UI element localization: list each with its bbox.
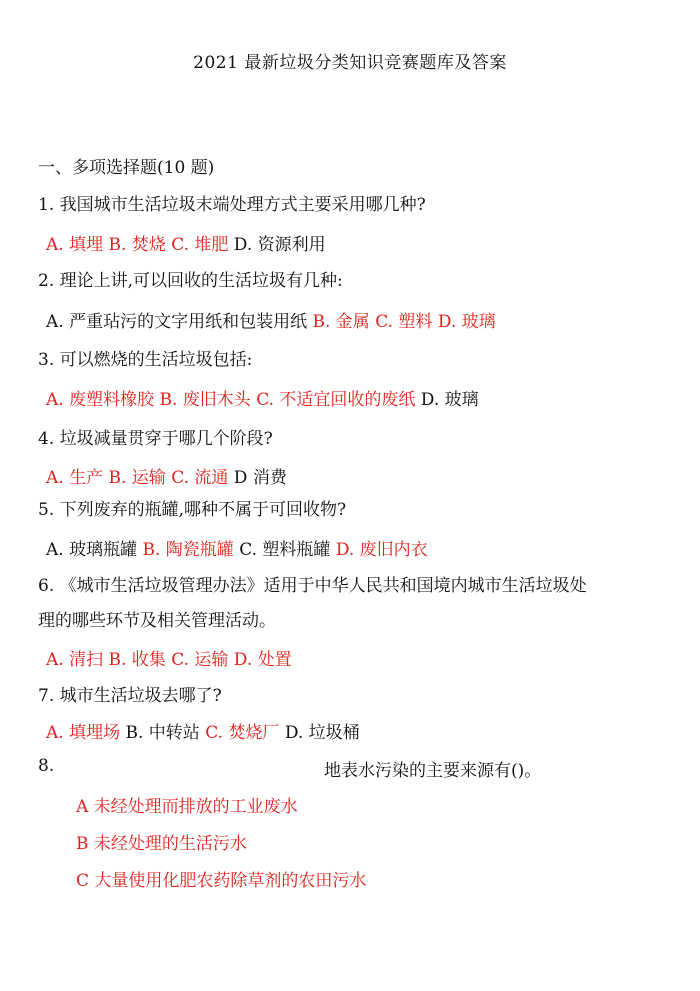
question-6-line-2: 理的哪些环节及相关管理活动。 <box>38 611 276 631</box>
question-4: 4. 垃圾减量贯穿于哪几个阶段? <box>38 429 273 449</box>
answer-7-part3: C. 焚烧厂 <box>205 723 280 743</box>
answer-8-option-c: C 大量使用化肥农药除草剂的农田污水 <box>76 871 367 891</box>
answer-4-other: D 消费 <box>228 468 287 488</box>
answer-5-part4: D. 废旧内衣 <box>335 540 428 560</box>
question-5: 5. 下列废弃的瓶罐,哪种不属于可回收物? <box>38 500 347 520</box>
answer-5 <box>46 535 428 560</box>
question-1: 1. 我国城市生活垃圾末端处理方式主要采用哪几种? <box>38 195 426 215</box>
question-2: 2. 理论上讲,可以回收的生活垃圾有几种: <box>38 271 343 291</box>
answer-4 <box>46 463 287 488</box>
answer-8-option-b: B 未经处理的生活污水 <box>76 834 247 854</box>
question-7: 7. 城市生活垃圾去哪了? <box>38 686 222 706</box>
answer-6-correct: A. 清扫 B. 收集 C. 运输 D. 处置 <box>46 650 292 670</box>
answer-2-other: A. 严重玷污的文字用纸和包装用纸 <box>46 312 313 332</box>
question-8-number: 8. <box>38 756 55 776</box>
answer-5-part3: C. 塑料瓶罐 <box>233 540 336 560</box>
answer-3 <box>46 385 479 410</box>
answer-3-other: D. 玻璃 <box>415 390 479 410</box>
answer-1-other: D. 资源利用 <box>228 235 326 255</box>
answer-7 <box>46 718 360 743</box>
answer-1 <box>46 230 326 255</box>
question-8: 地表水污染的主要来源有()。 <box>324 761 542 781</box>
answer-7-part1: A. 填埋场 <box>46 723 121 743</box>
answer-2-correct: B. 金属 C. 塑料 D. 玻璃 <box>312 312 496 332</box>
answer-1-correct: A. 填埋 B. 焚烧 C. 堆肥 <box>46 235 229 255</box>
question-6-line-1: 6. 《城市生活垃圾管理办法》适用于中华人民共和国境内城市生活垃圾处 <box>38 576 587 596</box>
answer-5-part2: B. 陶瓷瓶罐 <box>142 540 234 560</box>
answer-6 <box>46 645 292 670</box>
section-heading: 一、多项选择题(10 题) <box>38 158 215 178</box>
answer-3-correct: A. 废塑料橡胶 B. 废旧木头 C. 不适宜回收的废纸 <box>46 390 416 410</box>
answer-7-part2: B. 中转站 <box>120 723 206 743</box>
answer-2 <box>46 307 496 332</box>
answer-4-correct: A. 生产 B. 运输 C. 流通 <box>46 468 229 488</box>
answer-8-option-a: A 未经处理而排放的工业废水 <box>76 797 298 817</box>
answer-7-part4: D. 垃圾桶 <box>279 723 360 743</box>
answer-5-part1: A. 玻璃瓶罐 <box>46 540 143 560</box>
document-title: 2021 最新垃圾分类知识竞赛题库及答案 <box>193 53 507 73</box>
question-3: 3. 可以燃烧的生活垃圾包括: <box>38 350 253 370</box>
